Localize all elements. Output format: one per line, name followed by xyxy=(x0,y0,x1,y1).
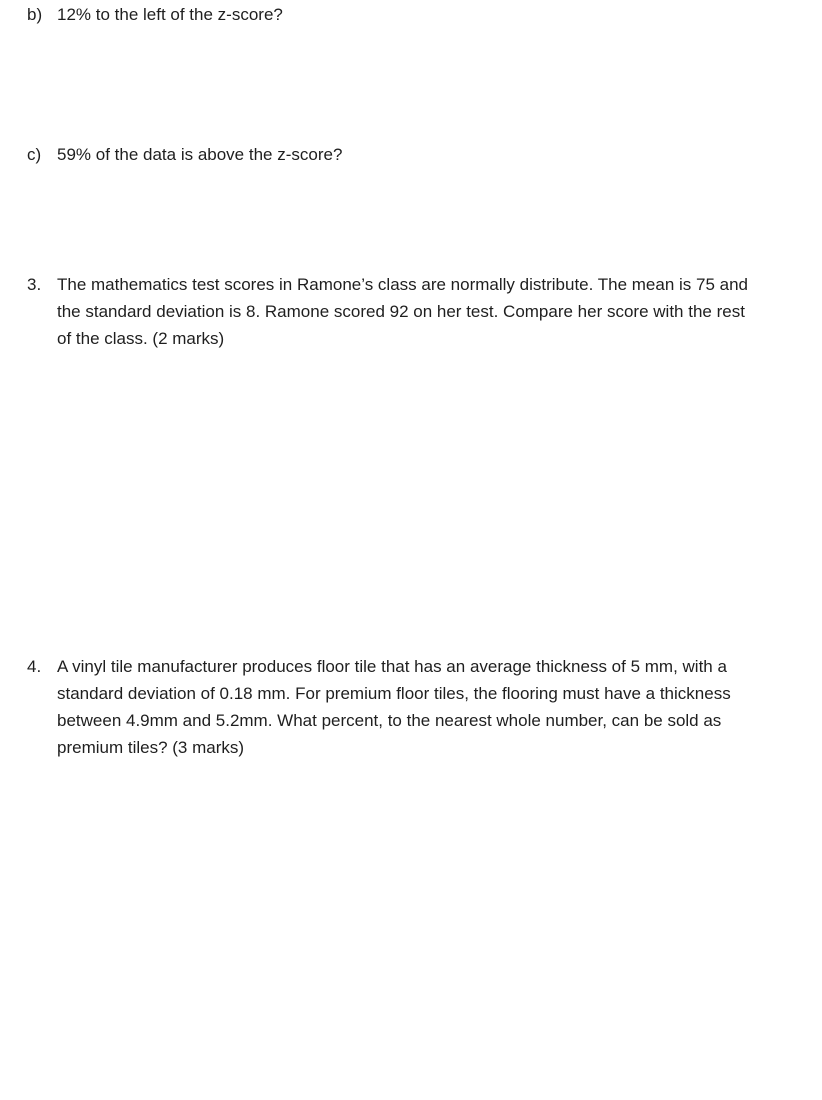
question-4-text: A vinyl tile manufacturer produces floor tile that has an average thickness of 5 mm, with a standard deviation of 0.18 mm. For premium floor tiles, the flooring must have a thickness between 4.9mm and 5.2mm. What percent, to the nearest whole number, can be sold as premium tiles? (3 marks) xyxy=(57,657,731,757)
question-3 xyxy=(27,271,757,352)
question-b-marker: b) xyxy=(27,5,43,24)
question-b xyxy=(27,1,757,28)
question-c xyxy=(27,141,757,168)
question-c-marker: c) xyxy=(27,145,42,164)
question-b-text: 12% to the left of the z-score? xyxy=(57,5,283,24)
question-3-marker: 3. xyxy=(27,275,42,294)
question-4-marker: 4. xyxy=(27,657,42,676)
question-4 xyxy=(27,653,757,761)
question-3-text: The mathematics test scores in Ramone’s class are normally distribute. The mean is 75 and the standard deviation is 8. Ramone scored 92 on her test. Compare her score with the rest of the class. (2 marks) xyxy=(57,275,749,348)
question-c-text: 59% of the data is above the z-score? xyxy=(57,145,343,164)
